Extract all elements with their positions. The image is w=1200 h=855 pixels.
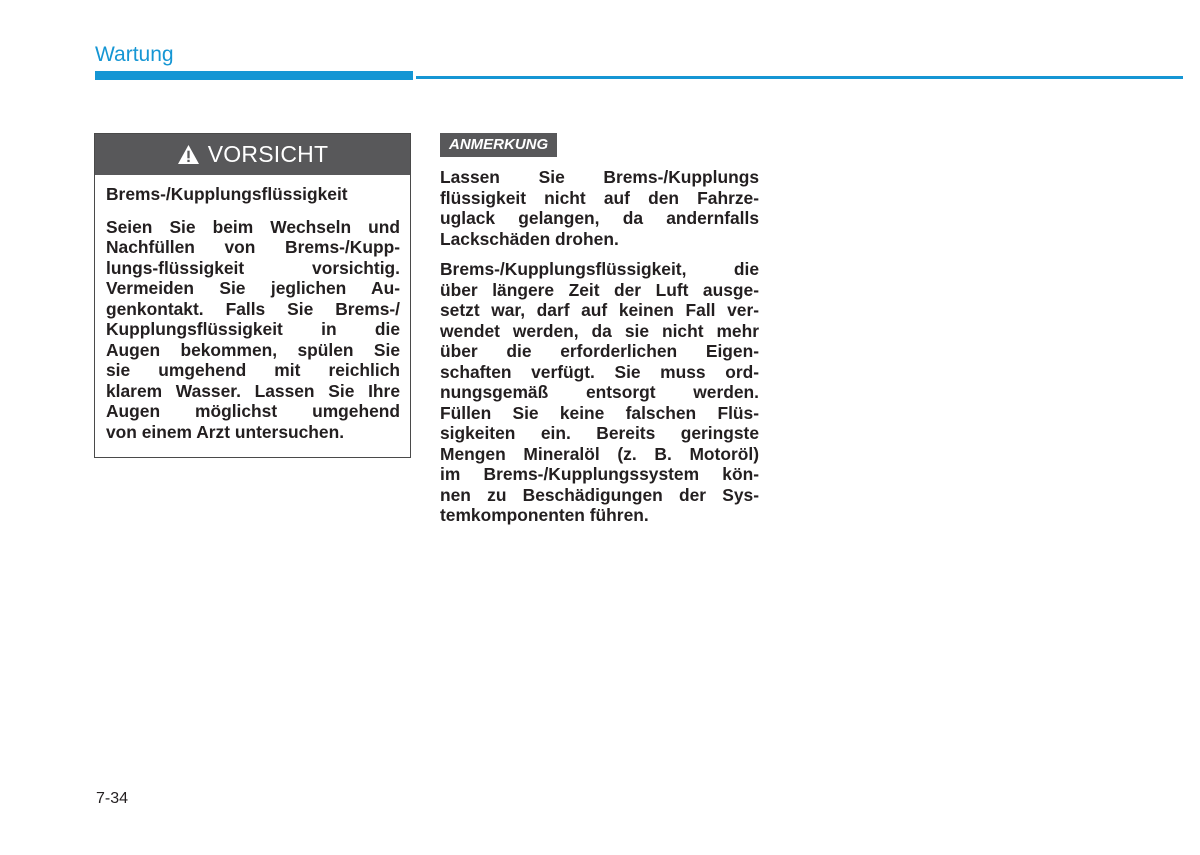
caution-text-line: lungs-flüssigkeit vorsichtig.	[106, 257, 400, 278]
note-paragraph-2-line: nungsgemäß entsorgt werden.	[440, 382, 759, 402]
note-paragraph-1-line: Lassen Sie Brems-/Kupplungs	[440, 167, 759, 187]
caution-text-line: Nachfüllen von Brems-/Kupp-	[106, 237, 400, 257]
note-paragraph-2	[440, 259, 759, 526]
caution-text-line: Kupplungsflüssigkeit in die	[106, 319, 400, 339]
caution-text-line: Seien Sie beim Wechseln und	[106, 216, 400, 237]
caution-subtitle: Brems-/Kupplungsflüssigkeit	[106, 184, 348, 204]
caution-text-line: genkontakt. Falls Sie Brems-/	[106, 298, 400, 319]
caution-text-line: Augen möglichst umgehend	[106, 401, 400, 421]
caution-text-line: von einem Arzt untersuchen.	[106, 421, 345, 442]
note-paragraph-2-line: Mengen Mineralöl (z. B. Motoröl)	[440, 443, 759, 464]
caution-text-line: sie umgehend mit reichlich	[106, 360, 400, 380]
note-paragraph-1-line: flüssigkeit nicht auf den Fahrze-	[440, 187, 759, 208]
note-paragraph-1	[440, 167, 759, 249]
caution-body	[95, 175, 410, 442]
caution-text-line: Vermeiden Sie jeglichen Au-	[106, 278, 400, 298]
note-paragraph-2-line: setzt war, darf auf keinen Fall ver-	[440, 300, 759, 320]
page-number: 7-34	[96, 790, 129, 807]
caution-text	[106, 217, 400, 443]
header-rule-thick	[95, 71, 413, 80]
note-paragraph-2-line: Füllen Sie keine falschen Flüs-	[440, 402, 759, 423]
note-paragraph-2-line: temkomponenten führen.	[440, 505, 649, 525]
note-paragraph-2-line: Brems-/Kupplungsflüssigkeit, die	[440, 259, 759, 279]
caution-box	[94, 133, 411, 458]
note-column	[440, 133, 759, 526]
note-paragraph-1-line: Lackschäden drohen.	[440, 228, 619, 249]
caution-text-line: Augen bekommen, spülen Sie	[106, 339, 400, 360]
note-paragraph-2-line: sigkeiten ein. Bereits geringste	[440, 423, 759, 443]
note-badge: ANMERKUNG	[440, 133, 557, 157]
note-paragraph-2-line: über die erforderlichen Eigen-	[440, 341, 759, 361]
note-paragraph-2-line: wendet werden, da sie nicht mehr	[440, 320, 759, 341]
header-rule-thin	[416, 76, 1183, 79]
warning-triangle-icon	[177, 144, 200, 165]
note-paragraph-2-line: schaften verfügt. Sie muss ord-	[440, 361, 759, 382]
note-paragraph-2-line: über längere Zeit der Luft ausge-	[440, 279, 759, 300]
note-paragraph-1-line: uglack gelangen, da andernfalls	[440, 208, 759, 228]
caution-header	[95, 134, 410, 175]
caution-title: VORSICHT	[207, 141, 329, 167]
section-title: Wartung	[95, 43, 174, 66]
note-paragraph-2-line: im Brems-/Kupplungssystem kön-	[440, 464, 759, 484]
caution-text-line: klarem Wasser. Lassen Sie Ihre	[106, 380, 400, 401]
note-paragraph-2-line: nen zu Beschädigungen der Sys-	[440, 484, 759, 505]
